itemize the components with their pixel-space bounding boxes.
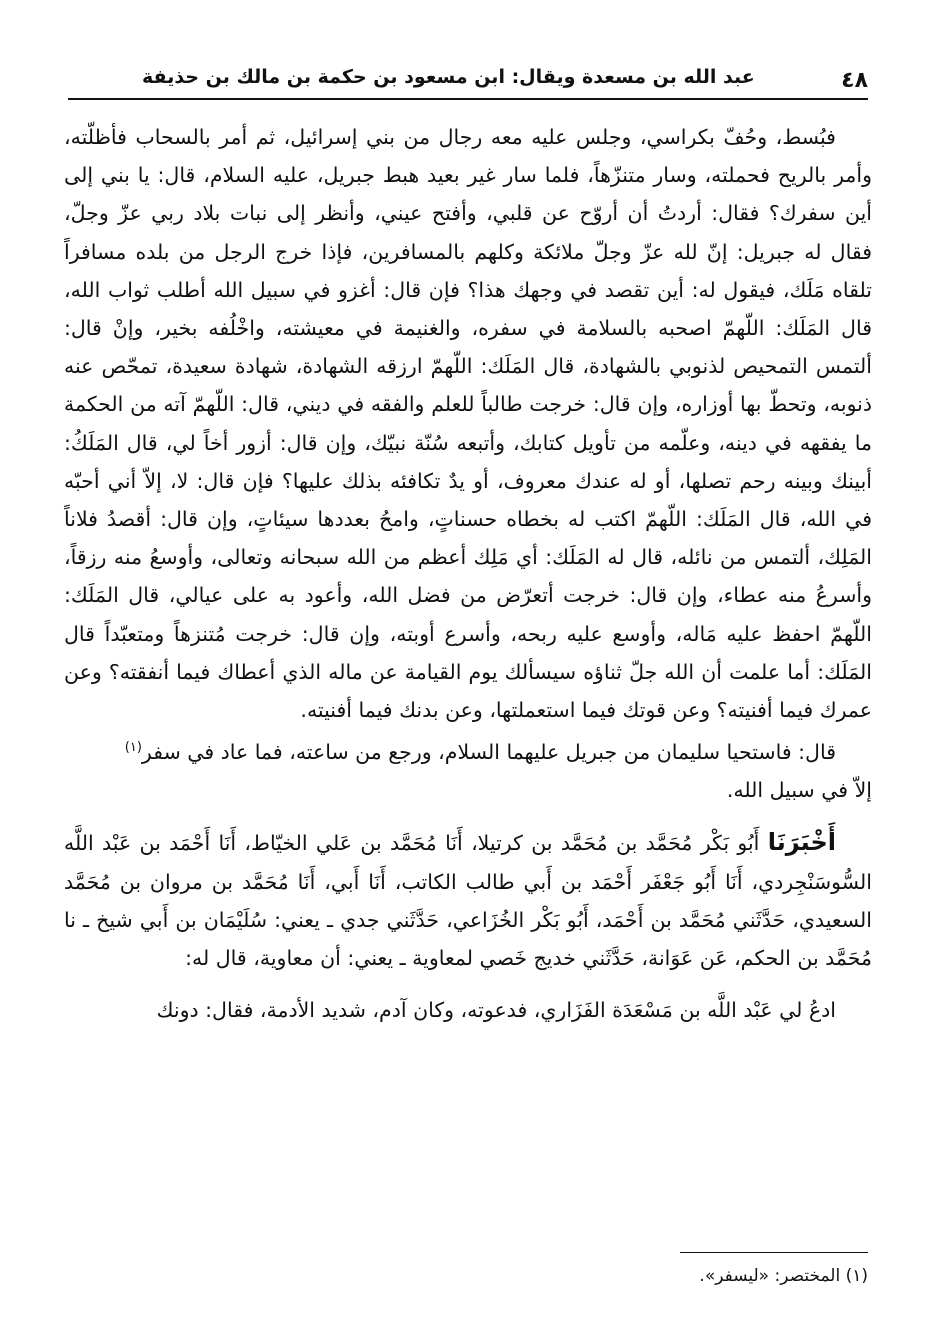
isnad-lead-word: أَخْبَرَنَا (767, 828, 836, 857)
paragraph-narrative: فبُسط، وحُفّ بكراسي، وجلس عليه معه رجال من بني إسرائيل، ثم أمر بالسحاب فأظلّته، وأمر بالريح فحملته، وسار متنزّهاً، فلما سار غير بعيد هبط جبريل، عليه السلام، قال: يا بني إلى أين سفرك؟ فقال: أردتُ أن أروّح عن قلبي، وأفتح عيني، وأنظر إلى نبات بلاد ربي عزّ وجلّ، فقال له جبريل: إنّ لله عزّ وجلّ ملائكة وكلهم بالمسافرين، فإذا خرج الرجل من بلده مسافراً تلقاه مَلَك، فيقول له: أين تقصد في وجهك هذا؟ فإن قال: أغزو في سبيل الله أطلب ثواب الله، قال المَلَك: اللّهمّ اصحبه بالسلامة في سفره، والغنيمة في معيشته، واخْلُفه بخير، وإنْ قال: ألتمس التمحيص لذنوبي بالشهادة، قال المَلَك: اللّهمّ ارزقه الشهادة، شهادة سعيدة، تمحّص عنه ذنوبه، وتحطّ بها أوزاره، وإن قال: خرجت طالباً للعلم والفقه في ديني، قال: اللّهمّ آته من الحكمة ما يفقهه في دينه، وعلّمه من تأويل كتابك، وأتبعه سُنّة نبيّك، وإن قال: أزور أخاً لي، قال المَلَكُ: أبينك وبينه رحم تصلها، أو له عندك معروف، أو يدٌ تكافئه بذلك عليها؟ فإن قال: لا، إلاّ أني أحبّه في الله، قال المَلَك: اللّهمّ اكتب له بخطاه حسناتٍ، وامحُ بعددها سيئاتٍ، وإن قال: أقصدُ فلاناً المَلِك، ألتمس من نائله، قال له المَلَك: أي مَلِك أعظم من الله سبحانه وتعالى، وأوسعُ منه رزقاً، وأسرعُ منه عطاء، وإن قال: خرجت أتعرّض من فضل الله، وأعود به على عيالي، قال المَلَك: اللّهمّ احفظ عليه مَاله، وأوسع عليه ربحه، وأسرع أوبته، وإن قال: خرجت مُتنزهاً ومتعبّداً قال المَلَك: أما علمت أن الله جلّ ثناؤه سيسألك يوم القيامة عن ماله الذي أعطاك فيما أنفقته؟ وعن عمرك فيما أفنيته؟ وعن قوتك فيما استعملتها، وعن بدنك فيما أفنيته. (64, 125, 872, 723)
footnote-marker: (١) (845, 1266, 868, 1286)
footnote-divider (680, 1252, 868, 1253)
paragraph-conclusion (64, 729, 872, 771)
footnote-text: المختصر: «ليسفر». (699, 1266, 841, 1286)
main-text (64, 118, 872, 1030)
paragraph-isnad (64, 823, 872, 977)
page-number: ٤٨ (841, 68, 868, 93)
paragraph-conclusion-text: قال: فاستحيا سليمان من جبريل عليهما السلام، ورجع من ساعته، فما عاد في سفر (141, 740, 836, 765)
paragraph-conclusion-end: إلاّ في سبيل الله. (726, 778, 872, 803)
paragraph-closing: ادعُ لي عَبْد اللَّه بن مَسْعَدَة الفَزَاري، فدعوته، وكان آدم، شديد الأدمة، فقال: دونك (156, 998, 836, 1023)
footnote-reference: (١) (124, 740, 142, 756)
footnote (470, 1266, 868, 1286)
running-head: عبد الله بن مسعدة ويقال: ابن مسعود بن حكمة بن مالك بن حذيفة (142, 66, 755, 88)
page-header (68, 58, 868, 100)
isnad-text: أَبُو بَكْر مُحَمَّد بن مُحَمَّد بن كرتيلا، أَنَا مُحَمَّد بن عَلي الخيّاط، أَنَا أَحْمَد بن عَبْد اللَّه السُّوسَنْجِردي، أَنَا أَبُو جَعْفَر أَحْمَد بن أَبي طالب الكاتب، أَنَا أَبي، أَنَا مُحَمَّد بن مروان بن مُحَمَّد السعيدي، حَدَّثَني مُحَمَّد بن أَحْمَد، أَبُو بَكْر الخُزَاعي، حَدَّثَني جدي ـ يعني: سُلَيْمَان بن أَبي شيخ ـ نا مُحَمَّد بن الحكم، عَن عَوَانة، حَدَّثَني خديج خَصي لمعاوية ـ يعني: أن معاوية، قال له: (64, 831, 872, 971)
